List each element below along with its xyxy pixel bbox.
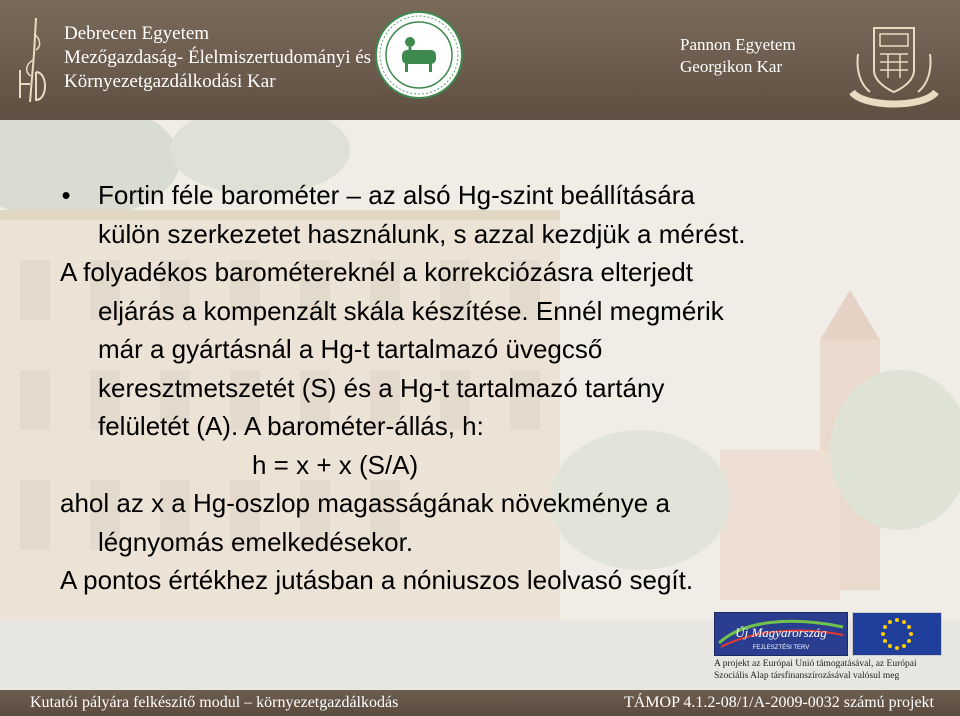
- slide-text: [60, 176, 920, 600]
- text-line: eljárás a kompenzált skála készítése. Ennél megmérik: [98, 295, 724, 326]
- eu-flag-icon: [853, 613, 941, 655]
- faculty-name-line-3: Környezetgazdálkodási Kar: [64, 71, 276, 92]
- uj-magyarorszag-logo: [714, 612, 848, 656]
- eu-note-line-2: Szociális Alap társfinanszírozásával valósul meg: [714, 671, 900, 681]
- text-line: már a gyártásnál a Hg-t tartalmazó üvegcső: [98, 334, 603, 364]
- faculty-name: [64, 22, 371, 94]
- pannon-name-line-2: Georgikon Kar: [680, 57, 783, 76]
- debrecen-university-logo: [14, 14, 54, 106]
- pannon-name: [680, 34, 796, 78]
- text-line: külön szerkezetet használunk, s azzal kezdjük a mérést.: [98, 218, 746, 249]
- eu-support-block: [714, 612, 940, 690]
- bullet-point: [60, 176, 920, 215]
- footer-project-id: TÁMOP 4.1.2-08/1/A-2009-0032 számú projekt: [623, 694, 934, 711]
- text-line: A pontos értékhez jutásban a nóniuszos leolvasó segít.: [60, 565, 694, 595]
- faculty-name-line-1: Debrecen Egyetem: [64, 23, 210, 44]
- bullet-icon: •: [61, 180, 71, 210]
- footer-bar: [0, 690, 960, 716]
- faculty-name-line-2: Mezőgazdaság- Élelmiszertudományi és: [64, 47, 372, 68]
- text-line: felületét (A). A barométer-állás, h:: [98, 411, 484, 441]
- text-line: Fortin féle barométer – az alsó Hg-szint beállítására: [98, 180, 695, 210]
- uj-magyarorszag-icon: [715, 613, 847, 655]
- faculty-seal-icon: [374, 10, 464, 100]
- text-line: ahol az x a Hg-oszlop magasságának növekménye a: [60, 488, 670, 518]
- eu-funding-note: [714, 658, 940, 682]
- text-line: A folyadékos barométereknél a korrekciózásra elterjedt: [60, 257, 693, 287]
- eu-logo-title: Új Magyarország: [735, 625, 827, 640]
- eu-flag: [852, 612, 942, 656]
- footer-module-name: Kutatói pályára felkészítő modul – környezetgazdálkodás: [30, 694, 399, 711]
- text-line: keresztmetszetét (S) és a Hg-t tartalmazó tartány: [98, 372, 665, 403]
- pannon-name-line-1: Pannon Egyetem: [680, 35, 796, 54]
- eu-logo-subtitle: FEJLESZTÉSI TERV: [752, 645, 810, 651]
- eu-note-line-1: A projekt az Európai Unió támogatásával, az Európai: [714, 659, 917, 669]
- header-bar: [0, 0, 960, 120]
- text-line: légnyomás emelkedésekor.: [98, 526, 414, 557]
- formula-line: h = x + x (S/A): [252, 449, 419, 480]
- pannon-crest-icon: [844, 14, 944, 114]
